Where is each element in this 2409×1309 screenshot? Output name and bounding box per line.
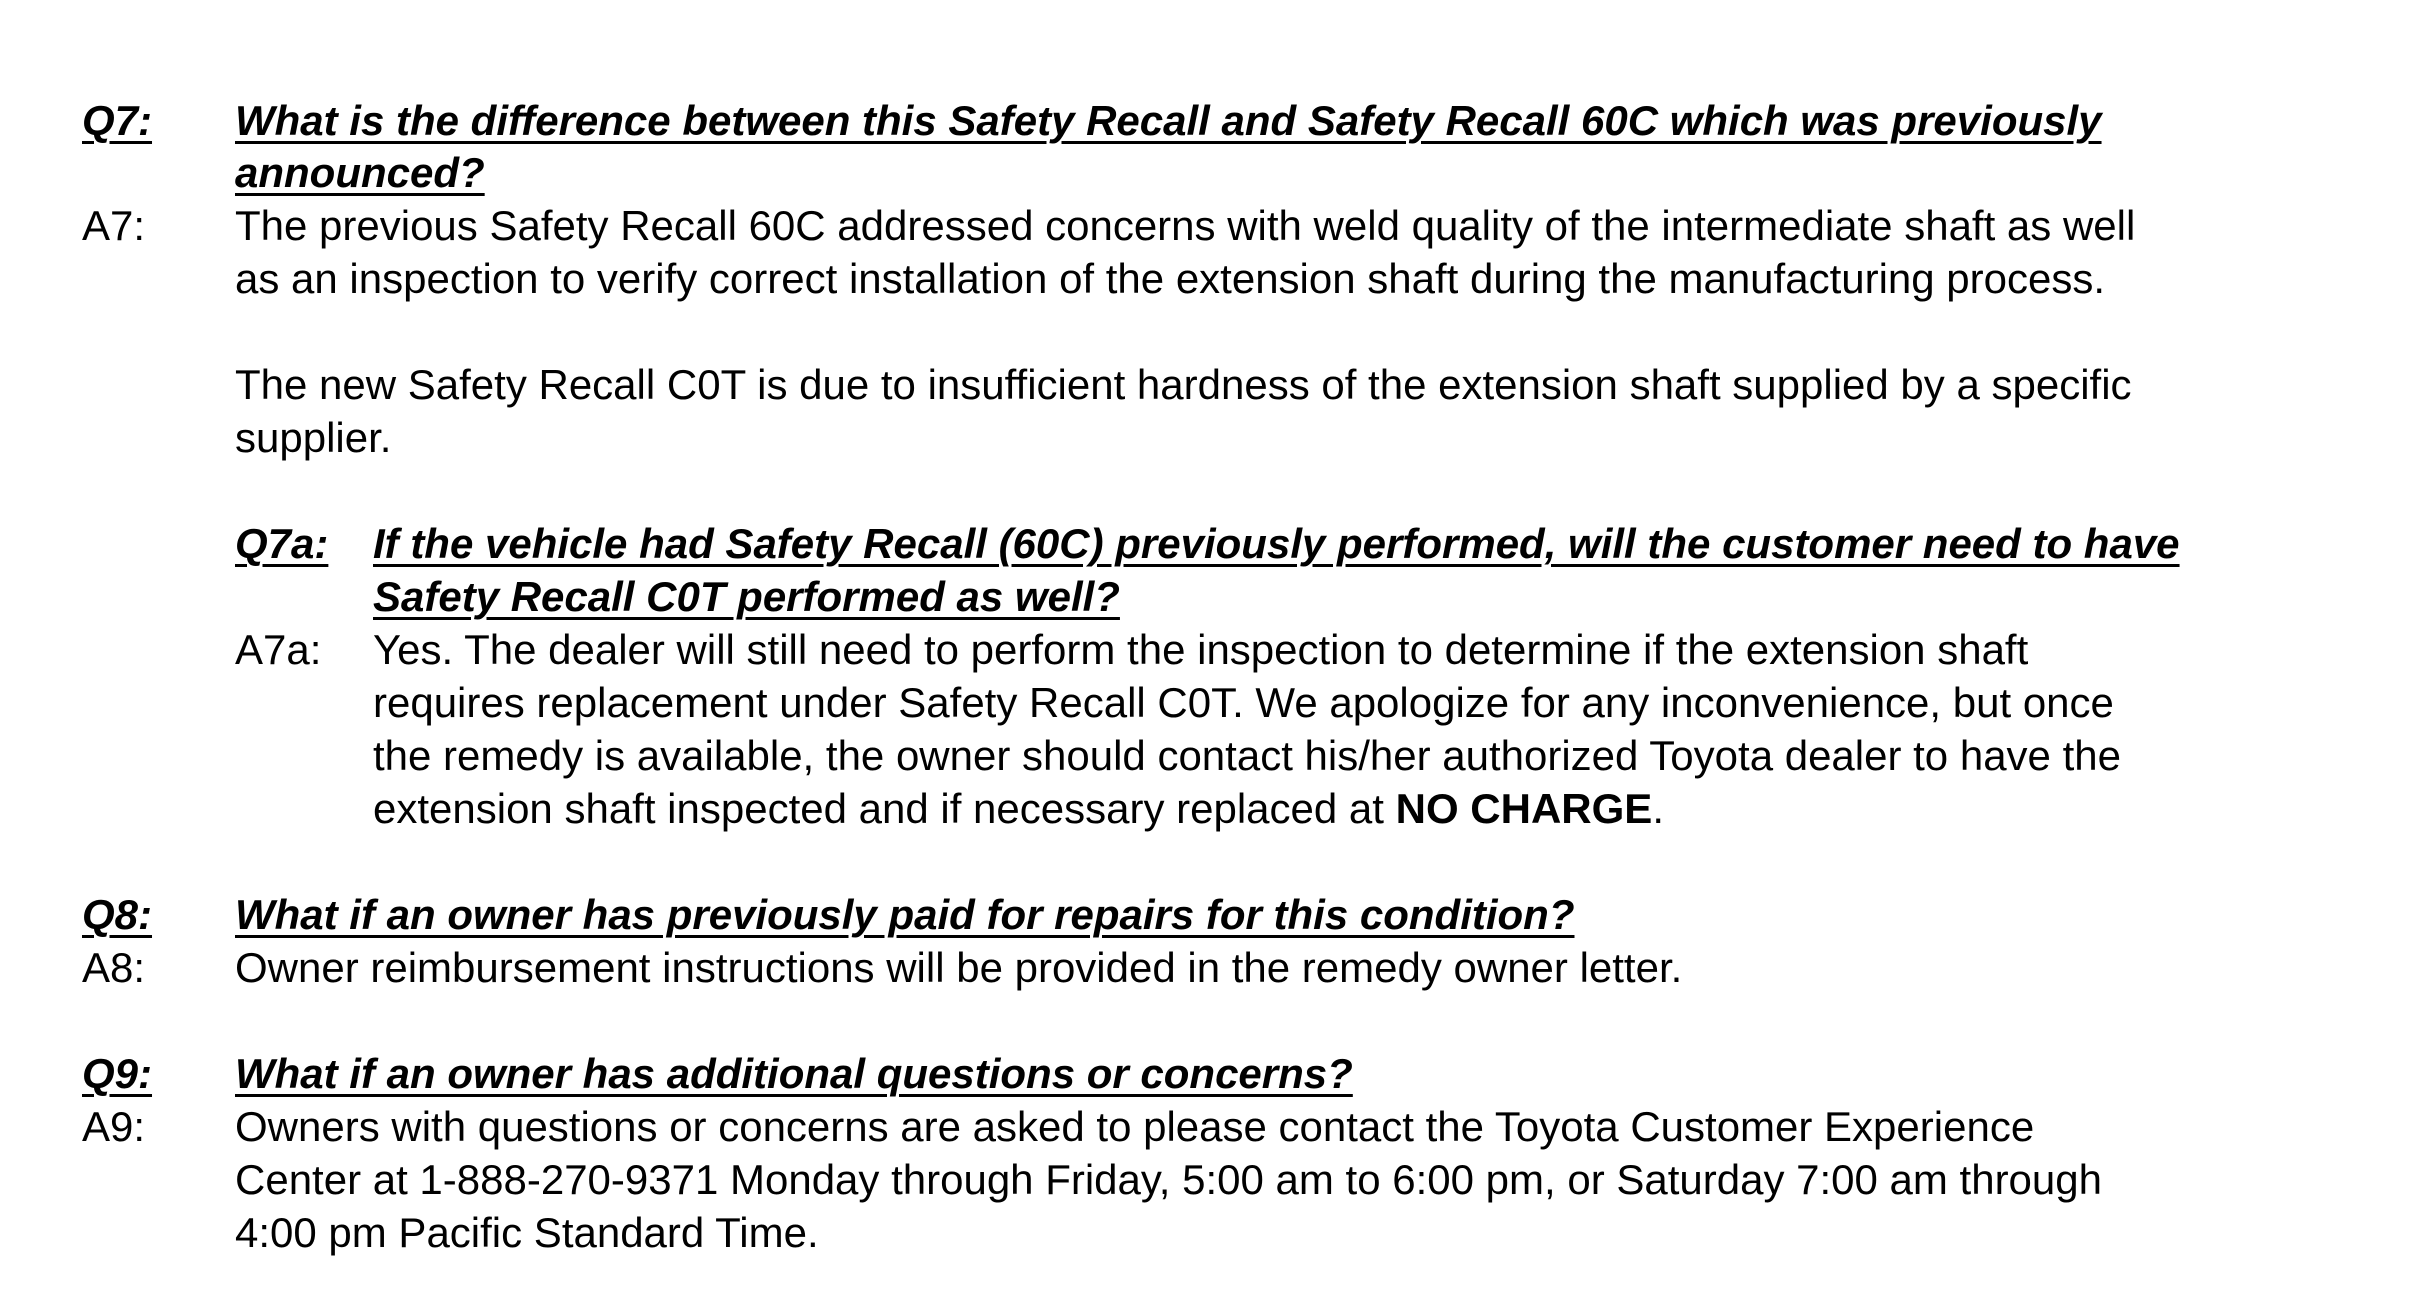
a8-label: A8: — [82, 944, 146, 991]
q7a-question-line1: If the vehicle had Safety Recall (60C) previously performed, will the customer need to have — [373, 520, 2180, 567]
q8-label: Q8: — [82, 891, 153, 938]
a7a-line2: requires replacement under Safety Recall C0T. We apologize for any inconvenience, but once — [373, 679, 2114, 726]
a7-p1-line2: as an inspection to verify correct installation of the extension shaft during the manufacturing process. — [235, 255, 2106, 302]
q8-question: What if an owner has previously paid for repairs for this condition? — [235, 891, 1575, 938]
q7-question-line2: announced? — [235, 149, 485, 196]
no-charge-emphasis: NO CHARGE — [1395, 785, 1653, 832]
a9-label: A9: — [82, 1103, 146, 1150]
a7a-line3: the remedy is available, the owner should contact his/her authorized Toyota dealer to have the — [373, 732, 2121, 779]
a9-line2: Center at 1-888-270-9371 Monday through Friday, 5:00 am to 6:00 pm, or Saturday 7:00 am through — [235, 1156, 2102, 1203]
q7a-label: Q7a: — [235, 520, 329, 567]
q7a-question-line2: Safety Recall C0T performed as well? — [373, 573, 1120, 620]
a7a-label: A7a: — [235, 626, 322, 673]
a7a-line4 — [373, 785, 1664, 832]
q9-question: What if an owner has additional questions or concerns? — [235, 1050, 1353, 1097]
a7-p2-line1: The new Safety Recall C0T is due to insufficient hardness of the extension shaft supplied by a specific — [235, 361, 2132, 408]
a7a-line1: Yes. The dealer will still need to perform the inspection to determine if the extension shaft — [373, 626, 2029, 673]
a9-line1: Owners with questions or concerns are asked to please contact the Toyota Customer Experience — [235, 1103, 2035, 1150]
a7a-line4-end: . — [1652, 785, 1664, 832]
a9-line3: 4:00 pm Pacific Standard Time. — [235, 1209, 819, 1256]
a7-p1-line1: The previous Safety Recall 60C addressed concerns with weld quality of the intermediate shaft as well — [235, 202, 2136, 249]
a7a-line4-text: extension shaft inspected and if necessary replaced at — [373, 785, 1396, 832]
q9-label: Q9: — [82, 1050, 153, 1097]
q7-label: Q7: — [82, 97, 153, 144]
a8-line1: Owner reimbursement instructions will be provided in the remedy owner letter. — [235, 944, 1683, 991]
q7-question-line1: What is the difference between this Safety Recall and Safety Recall 60C which was previously — [235, 97, 2102, 144]
a7-p2-line2: supplier. — [235, 414, 392, 461]
a7-label: A7: — [82, 202, 146, 249]
